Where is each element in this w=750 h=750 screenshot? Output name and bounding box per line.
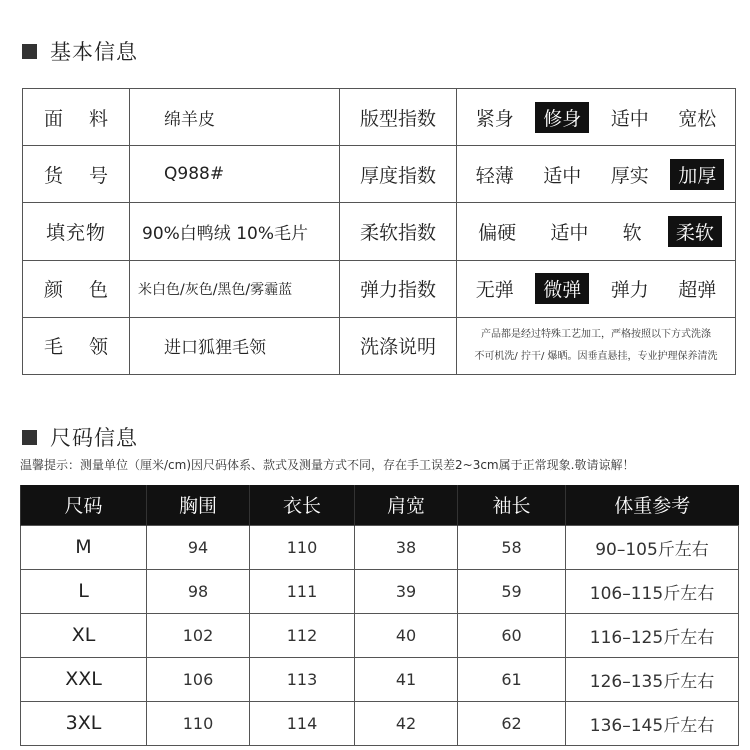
fit-index-label: 版型指数 <box>340 89 457 146</box>
thickness-index-label: 厚度指数 <box>340 146 457 203</box>
table-row <box>23 317 736 374</box>
sleeve-cell: 58 <box>458 525 566 569</box>
option-stretch: 弹力 <box>610 279 649 302</box>
table-row <box>23 89 736 146</box>
sleeve-cell: 59 <box>458 569 566 613</box>
option-thin: 轻薄 <box>475 164 514 187</box>
basic-info-heading <box>22 36 138 66</box>
softness-index-options <box>457 203 736 260</box>
size-header-row <box>21 485 739 525</box>
length-cell: 111 <box>250 569 355 613</box>
option-thick: 厚实 <box>610 164 649 187</box>
table-row <box>21 701 739 745</box>
length-cell: 112 <box>250 613 355 657</box>
option-medium: 适中 <box>550 221 589 244</box>
header-size: 尺码 <box>21 485 147 525</box>
weight-cell: 126–135斤左右 <box>566 657 739 701</box>
option-slight-stretch-selected: 微弹 <box>535 273 589 304</box>
length-cell: 110 <box>250 525 355 569</box>
item-no-label: 货 号 <box>23 146 130 203</box>
size-table <box>20 485 739 746</box>
table-row <box>21 613 739 657</box>
chest-cell: 110 <box>147 701 250 745</box>
fur-collar-value: 进口狐狸毛领 <box>130 317 340 374</box>
table-row <box>21 525 739 569</box>
softness-index-label: 柔软指数 <box>340 203 457 260</box>
size-cell: XL <box>21 613 147 657</box>
fit-index-options <box>457 89 736 146</box>
size-info-title: 尺码信息 <box>50 426 138 450</box>
option-stiff: 偏硬 <box>478 221 517 244</box>
option-tight: 紧身 <box>475 107 514 130</box>
fabric-value: 绵羊皮 <box>130 89 340 146</box>
square-bullet-icon <box>22 44 37 59</box>
table-row <box>23 260 736 317</box>
option-no-stretch: 无弹 <box>475 279 514 302</box>
shoulder-cell: 42 <box>355 701 458 745</box>
size-cell: M <box>21 525 147 569</box>
weight-cell: 116–125斤左右 <box>566 613 739 657</box>
washing-instructions <box>457 317 736 374</box>
table-row <box>21 569 739 613</box>
chest-cell: 102 <box>147 613 250 657</box>
size-cell: XXL <box>21 657 147 701</box>
shoulder-cell: 41 <box>355 657 458 701</box>
header-length: 衣长 <box>250 485 355 525</box>
option-loose: 宽松 <box>678 107 717 130</box>
header-sleeve: 袖长 <box>458 485 566 525</box>
option-very-soft-selected: 柔软 <box>668 216 722 247</box>
length-cell: 114 <box>250 701 355 745</box>
chest-cell: 106 <box>147 657 250 701</box>
care-line-1: 产品都是经过特殊工艺加工，严格按照以下方式洗涤 <box>481 328 711 340</box>
option-slim-selected: 修身 <box>535 102 589 133</box>
chest-cell: 98 <box>147 569 250 613</box>
option-soft: 软 <box>622 221 642 244</box>
size-info-heading <box>22 422 138 452</box>
weight-cell: 90–105斤左右 <box>566 525 739 569</box>
color-value: 米白色/灰色/黑色/雾霾蓝 <box>130 260 340 317</box>
square-bullet-icon <box>22 430 37 445</box>
table-row <box>23 146 736 203</box>
option-super-stretch: 超弹 <box>678 279 717 302</box>
header-shoulder: 肩宽 <box>355 485 458 525</box>
shoulder-cell: 39 <box>355 569 458 613</box>
size-cell: 3XL <box>21 701 147 745</box>
thickness-index-options <box>457 146 736 203</box>
weight-cell: 106–115斤左右 <box>566 569 739 613</box>
size-cell: L <box>21 569 147 613</box>
filling-value: 90%白鸭绒 10%毛片 <box>130 203 340 260</box>
option-regular: 适中 <box>610 107 649 130</box>
measurement-tip: 温馨提示：测量单位（厘米/cm)因尺码体系、款式及测量方式不同，存在手工误差2~3cm属于正常现象.敬请谅解！ <box>20 458 635 472</box>
basic-info-title: 基本信息 <box>50 40 138 64</box>
color-label: 颜 色 <box>23 260 130 317</box>
header-chest: 胸围 <box>147 485 250 525</box>
basic-info-table <box>22 88 736 375</box>
table-row <box>23 203 736 260</box>
shoulder-cell: 40 <box>355 613 458 657</box>
washing-label: 洗涤说明 <box>340 317 457 374</box>
care-line-2: 不可机洗/ 拧干/ 爆晒。因垂直悬挂，专业护理保养清洗 <box>474 350 718 362</box>
option-extra-thick-selected: 加厚 <box>670 159 724 190</box>
weight-cell: 136–145斤左右 <box>566 701 739 745</box>
option-medium: 适中 <box>543 164 582 187</box>
fabric-label: 面 料 <box>23 89 130 146</box>
sleeve-cell: 61 <box>458 657 566 701</box>
length-cell: 113 <box>250 657 355 701</box>
table-row <box>21 657 739 701</box>
elasticity-index-label: 弹力指数 <box>340 260 457 317</box>
elasticity-index-options <box>457 260 736 317</box>
shoulder-cell: 38 <box>355 525 458 569</box>
fur-collar-label: 毛 领 <box>23 317 130 374</box>
chest-cell: 94 <box>147 525 250 569</box>
header-weight: 体重参考 <box>566 485 739 525</box>
sleeve-cell: 60 <box>458 613 566 657</box>
sleeve-cell: 62 <box>458 701 566 745</box>
item-no-value: Q988# <box>130 146 340 203</box>
filling-label: 填充物 <box>23 203 130 260</box>
